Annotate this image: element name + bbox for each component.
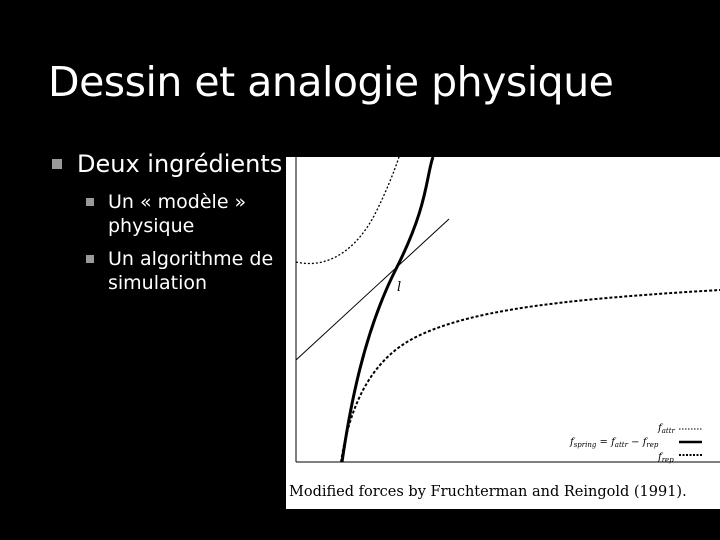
force-diagram-figure [286, 157, 720, 509]
spring-force-curve [342, 157, 433, 462]
figure-legend [569, 423, 702, 464]
sub-bullet-model-line2: physique [108, 215, 195, 237]
sub-bullet-algorithm-line1: Un algorithme de [108, 248, 274, 270]
intersection-label: l [397, 280, 402, 295]
bullet-square-icon [86, 198, 94, 206]
bullet-main-text: Deux ingrédients [77, 150, 283, 178]
svg-text:fspring = fattr − frep: $f_{spring} = f_{attr} - f_{rep}$ [570, 437, 659, 449]
figure-caption: Modified forces by Fruchterman and Reingold (1991). [289, 484, 687, 500]
sub-bullet-model-line1: Un « modèle » [108, 191, 247, 213]
straight-force-line [296, 219, 449, 360]
bullet-square-icon [86, 255, 94, 263]
sub-bullet-algorithm-line2: simulation [108, 272, 208, 294]
force-curves-plot [286, 157, 720, 509]
slide-title: Dessin et analogie physique [48, 58, 614, 106]
svg-text:frep: $f_{rep}$ [658, 452, 674, 464]
repulsive-force-curve [341, 290, 720, 462]
svg-text:fattr: $f_{attr}$ [658, 423, 675, 435]
attractive-force-curve [296, 157, 399, 264]
bullet-square-icon [52, 159, 62, 169]
